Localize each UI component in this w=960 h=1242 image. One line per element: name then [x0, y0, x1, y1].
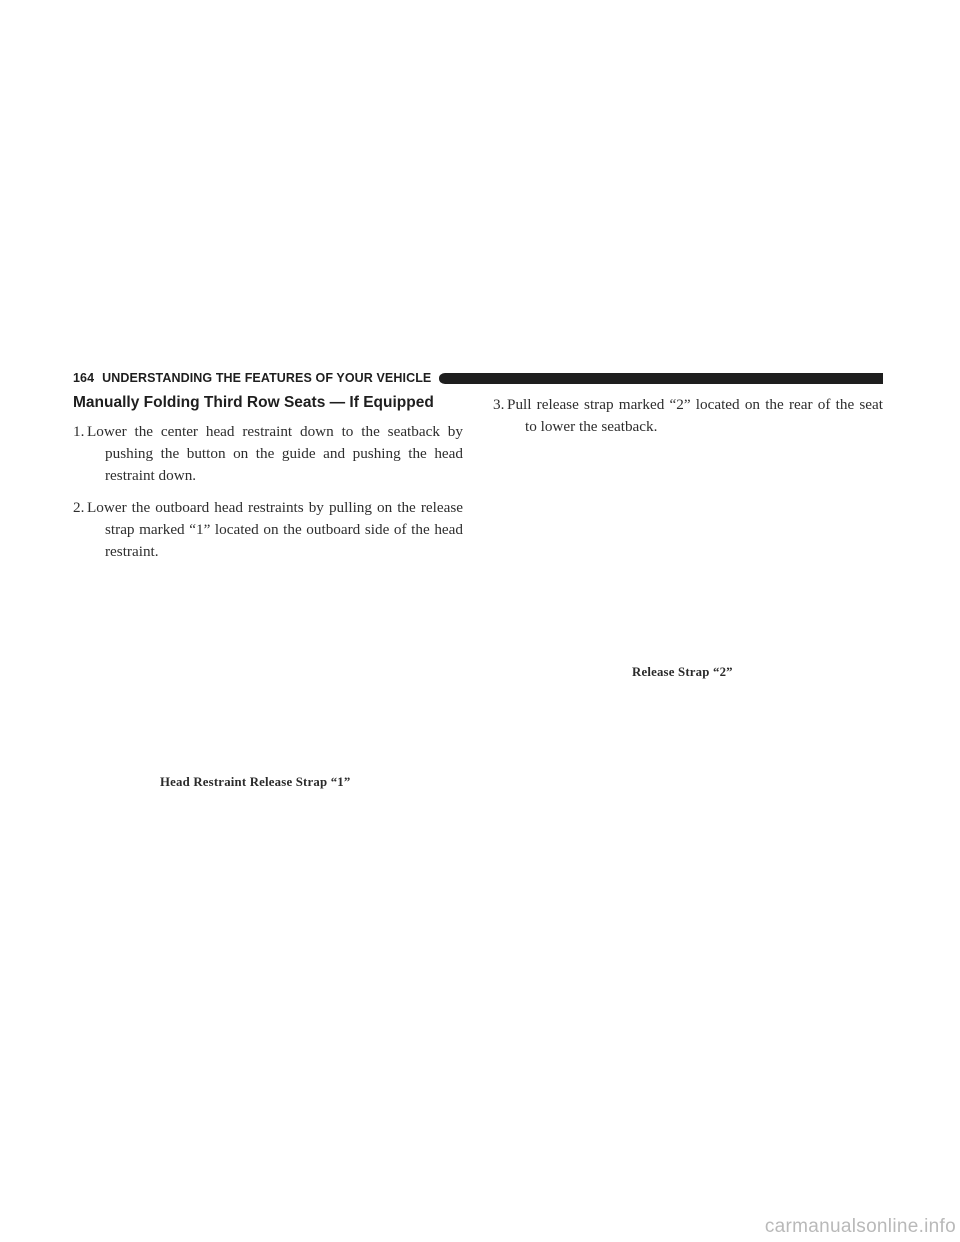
step-item — [73, 497, 463, 563]
step-text: Lower the center head restraint down to the seatback by pushing the button on the guide and pushing the head restraint down. — [87, 423, 463, 484]
page-title: Manually Folding Third Row Seats — If Equipped — [73, 394, 434, 411]
section-title-header: UNDERSTANDING THE FEATURES OF YOUR VEHICLE — [102, 371, 432, 385]
page-header — [73, 368, 883, 388]
step-number: 2. — [73, 499, 85, 516]
step-number: 3. — [493, 396, 505, 413]
watermark-link[interactable]: carmanualsonline.info — [764, 1216, 956, 1237]
step-text: Lower the outboard head restraints by pulling on the release strap marked “1” located on the outboard side of the head restraint. — [87, 499, 463, 560]
step-item — [73, 421, 463, 487]
step-number: 1. — [73, 423, 85, 440]
page-number: 164 — [73, 371, 95, 385]
steps-list-left — [73, 421, 463, 573]
steps-list-right — [493, 394, 883, 448]
step-item — [493, 394, 883, 438]
header-bar — [439, 373, 883, 384]
step-text: Pull release strap marked “2” located on the rear of the seat to lower the seatback. — [507, 396, 883, 435]
figure-caption-right: Release Strap “2” — [632, 665, 733, 679]
figure-caption-left: Head Restraint Release Strap “1” — [160, 775, 351, 789]
